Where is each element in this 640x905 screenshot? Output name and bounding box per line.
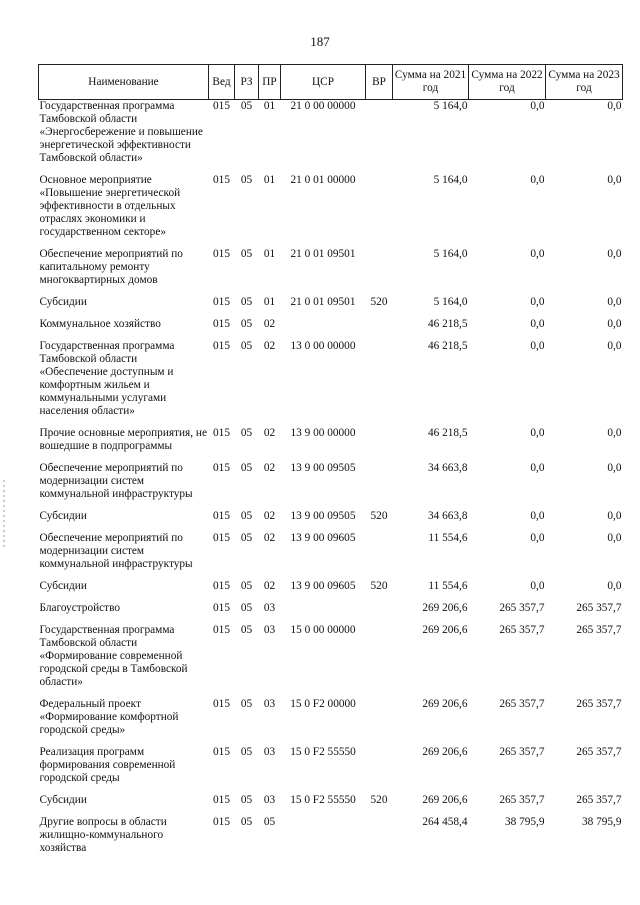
row-sum-2022: 265 357,7	[499, 746, 545, 758]
scan-artifact	[3, 480, 5, 550]
row-sum-2021: 269 206,6	[422, 794, 468, 806]
header-rz: РЗ	[235, 65, 259, 100]
row-sum-2022: 265 357,7	[499, 602, 545, 614]
row-rz: 05	[240, 746, 253, 758]
row-sum-2021: 269 206,6	[422, 698, 468, 710]
row-rz: 05	[240, 427, 253, 439]
row-vr	[366, 816, 393, 864]
row-sum-2021: 46 218,5	[427, 318, 468, 330]
header-vr: ВР	[366, 65, 393, 100]
row-sum-2021: 11 554,6	[428, 580, 468, 592]
row-sum-2021: 5 164,0	[433, 174, 468, 186]
row-rz: 05	[240, 510, 253, 522]
row-sum-2021: 5 164,0	[433, 100, 468, 112]
row-rz: 05	[240, 794, 253, 806]
row-vr	[366, 462, 393, 510]
row-name: Коммунальное хозяйство	[39, 318, 161, 330]
row-vr	[366, 532, 393, 580]
row-sum-2023: 0,0	[607, 427, 622, 439]
header-sum-2022: Сумма на 2022 год	[469, 65, 546, 100]
row-name: Федеральный проект «Формирование комфортной городской среды»	[39, 698, 179, 736]
row-pr: 02	[263, 532, 276, 544]
table-row	[39, 698, 623, 746]
row-sum-2021: 269 206,6	[422, 624, 468, 636]
row-csr: 15 0 00 00000	[290, 624, 356, 636]
row-rz: 05	[240, 174, 253, 186]
row-sum-2023: 265 357,7	[576, 794, 622, 806]
row-csr: 13 9 00 09605	[290, 532, 356, 544]
row-name: Другие вопросы в области жилищно-коммунального хозяйства	[39, 816, 167, 854]
row-csr: 13 9 00 00000	[290, 427, 356, 439]
row-name: Обеспечение мероприятий по модернизации систем коммунальной инфраструктуры	[39, 532, 193, 570]
row-rz: 05	[240, 340, 253, 352]
row-sum-2022: 0,0	[530, 318, 545, 330]
row-csr	[281, 816, 366, 864]
row-sum-2021: 269 206,6	[422, 602, 468, 614]
row-ved: 015	[213, 816, 230, 828]
row-sum-2022: 0,0	[530, 100, 545, 112]
row-rz: 05	[240, 698, 253, 710]
row-sum-2023: 265 357,7	[576, 602, 622, 614]
row-pr: 01	[263, 174, 276, 186]
row-vr	[366, 100, 393, 175]
row-sum-2023: 0,0	[607, 100, 622, 112]
header-sum-2023: Сумма на 2023 год	[546, 65, 623, 100]
row-name: Обеспечение мероприятий по модернизации систем коммунальной инфраструктуры	[39, 462, 193, 500]
row-rz: 05	[240, 296, 253, 308]
row-name: Основное мероприятие «Повышение энергетической эффективности в отдельных отраслях экономики и государственном секторе»	[39, 174, 181, 238]
row-name: Обеспечение мероприятий по капитальному ремонту многоквартирных домов	[39, 248, 183, 286]
row-name: Субсидии	[39, 510, 87, 522]
row-sum-2022: 0,0	[530, 580, 545, 592]
row-sum-2021: 5 164,0	[433, 248, 468, 260]
row-pr: 02	[263, 340, 276, 352]
row-sum-2023: 0,0	[607, 248, 622, 260]
row-sum-2021: 46 218,5	[427, 427, 468, 439]
row-name: Субсидии	[39, 580, 87, 592]
row-sum-2021: 5 164,0	[433, 296, 468, 308]
row-name: Прочие основные мероприятия, не вошедшие в подпрограммы	[39, 427, 207, 452]
row-sum-2022: 0,0	[530, 248, 545, 260]
header-name: Наименование	[39, 65, 209, 100]
row-vr	[366, 318, 393, 340]
table-row	[39, 580, 623, 602]
row-sum-2023: 0,0	[607, 174, 622, 186]
row-ved: 015	[213, 510, 230, 522]
row-vr	[366, 174, 393, 248]
row-ved: 015	[213, 318, 230, 330]
row-sum-2021: 46 218,5	[427, 340, 468, 352]
row-name: Субсидии	[39, 794, 87, 806]
row-csr: 21 0 00 00000	[290, 100, 356, 112]
row-ved: 015	[213, 794, 230, 806]
table-row	[39, 816, 623, 864]
row-rz: 05	[240, 602, 253, 614]
row-vr	[366, 698, 393, 746]
row-sum-2023: 0,0	[607, 532, 622, 544]
row-sum-2022: 265 357,7	[499, 698, 545, 710]
row-csr: 15 0 F2 55550	[290, 746, 356, 758]
row-csr: 13 0 00 00000	[290, 340, 356, 352]
row-vr	[366, 602, 393, 624]
header-ved: Вед	[209, 65, 235, 100]
row-csr	[281, 602, 366, 624]
header-csr: ЦСР	[281, 65, 366, 100]
row-vr: 520	[370, 296, 388, 308]
row-sum-2023: 265 357,7	[576, 624, 622, 636]
row-ved: 015	[213, 602, 230, 614]
row-vr: 520	[370, 794, 388, 806]
row-ved: 015	[213, 746, 230, 758]
row-pr: 01	[263, 248, 276, 260]
table-row	[39, 100, 623, 175]
row-sum-2021: 264 458,4	[422, 816, 468, 828]
row-pr: 05	[263, 816, 276, 828]
row-pr: 01	[263, 100, 276, 112]
table-row	[39, 340, 623, 427]
row-name: Реализация программ формирования современной городской среды	[39, 746, 176, 784]
row-csr: 21 0 01 09501	[290, 248, 356, 260]
table-row	[39, 510, 623, 532]
row-ved: 015	[213, 100, 230, 112]
row-pr: 03	[263, 624, 276, 636]
table-row	[39, 248, 623, 296]
row-sum-2023: 0,0	[607, 580, 622, 592]
row-sum-2022: 38 795,9	[504, 816, 545, 828]
table-row	[39, 318, 623, 340]
row-sum-2023: 0,0	[607, 340, 622, 352]
row-pr: 02	[263, 427, 276, 439]
row-vr	[366, 746, 393, 794]
row-name: Государственная программа Тамбовской области «Формирование современной городской среды в Тамбовской области»	[39, 624, 188, 688]
row-ved: 015	[213, 427, 230, 439]
row-csr: 13 9 00 09605	[290, 580, 356, 592]
row-vr: 520	[370, 510, 388, 522]
row-ved: 015	[213, 296, 230, 308]
row-sum-2023: 0,0	[607, 296, 622, 308]
row-sum-2022: 0,0	[530, 340, 545, 352]
row-sum-2021: 269 206,6	[422, 746, 468, 758]
row-csr: 13 9 00 09505	[290, 510, 356, 522]
row-rz: 05	[240, 248, 253, 260]
row-rz: 05	[240, 624, 253, 636]
row-sum-2022: 265 357,7	[499, 624, 545, 636]
table-header-row	[39, 65, 623, 100]
row-sum-2023: 38 795,9	[581, 816, 622, 828]
row-sum-2023: 0,0	[607, 318, 622, 330]
table-row	[39, 794, 623, 816]
row-pr: 03	[263, 602, 276, 614]
row-vr	[366, 248, 393, 296]
row-name: Государственная программа Тамбовской области «Энергосбережение и повышение энергетической эффективности Тамбовской области»	[39, 100, 203, 164]
row-csr: 21 0 01 00000	[290, 174, 356, 186]
table-row	[39, 174, 623, 248]
table-row	[39, 602, 623, 624]
row-rz: 05	[240, 462, 253, 474]
row-name: Субсидии	[39, 296, 87, 308]
row-sum-2022: 0,0	[530, 532, 545, 544]
row-ved: 015	[213, 580, 230, 592]
row-ved: 015	[213, 532, 230, 544]
row-rz: 05	[240, 532, 253, 544]
row-sum-2022: 0,0	[530, 510, 545, 522]
row-rz: 05	[240, 580, 253, 592]
row-sum-2023: 0,0	[607, 510, 622, 522]
row-pr: 02	[263, 318, 276, 330]
row-rz: 05	[240, 100, 253, 112]
row-sum-2022: 0,0	[530, 174, 545, 186]
row-sum-2023: 265 357,7	[576, 746, 622, 758]
row-rz: 05	[240, 318, 253, 330]
table-row	[39, 532, 623, 580]
row-csr: 13 9 00 09505	[290, 462, 356, 474]
row-pr: 02	[263, 580, 276, 592]
row-sum-2023: 0,0	[607, 462, 622, 474]
row-vr	[366, 624, 393, 698]
row-pr: 01	[263, 296, 276, 308]
table-row	[39, 427, 623, 462]
row-sum-2022: 0,0	[530, 462, 545, 474]
table-row	[39, 296, 623, 318]
row-sum-2022: 265 357,7	[499, 794, 545, 806]
row-rz: 05	[240, 816, 253, 828]
row-pr: 02	[263, 510, 276, 522]
table-row	[39, 624, 623, 698]
table-row	[39, 462, 623, 510]
row-ved: 015	[213, 624, 230, 636]
budget-table	[38, 64, 623, 864]
row-name: Государственная программа Тамбовской области «Обеспечение доступным и комфортным жильем и коммунальными услугами населения области»	[39, 340, 175, 417]
row-sum-2023: 265 357,7	[576, 698, 622, 710]
row-sum-2022: 0,0	[530, 427, 545, 439]
row-vr	[366, 427, 393, 462]
header-sum-2021: Сумма на 2021 год	[393, 65, 469, 100]
row-ved: 015	[213, 698, 230, 710]
row-vr	[366, 340, 393, 427]
row-pr: 03	[263, 698, 276, 710]
row-ved: 015	[213, 174, 230, 186]
row-sum-2022: 0,0	[530, 296, 545, 308]
row-ved: 015	[213, 248, 230, 260]
row-pr: 03	[263, 794, 276, 806]
row-sum-2021: 11 554,6	[428, 532, 468, 544]
row-csr	[281, 318, 366, 340]
row-pr: 02	[263, 462, 276, 474]
header-pr: ПР	[259, 65, 281, 100]
row-ved: 015	[213, 462, 230, 474]
row-csr: 15 0 F2 55550	[290, 794, 356, 806]
row-sum-2021: 34 663,8	[427, 510, 468, 522]
row-ved: 015	[213, 340, 230, 352]
row-name: Благоустройство	[39, 602, 120, 614]
table-row	[39, 746, 623, 794]
row-csr: 15 0 F2 00000	[290, 698, 356, 710]
row-sum-2021: 34 663,8	[427, 462, 468, 474]
row-pr: 03	[263, 746, 276, 758]
page-number: 187	[310, 34, 330, 49]
table-body	[39, 100, 623, 865]
row-vr: 520	[370, 580, 388, 592]
row-csr: 21 0 01 09501	[290, 296, 356, 308]
